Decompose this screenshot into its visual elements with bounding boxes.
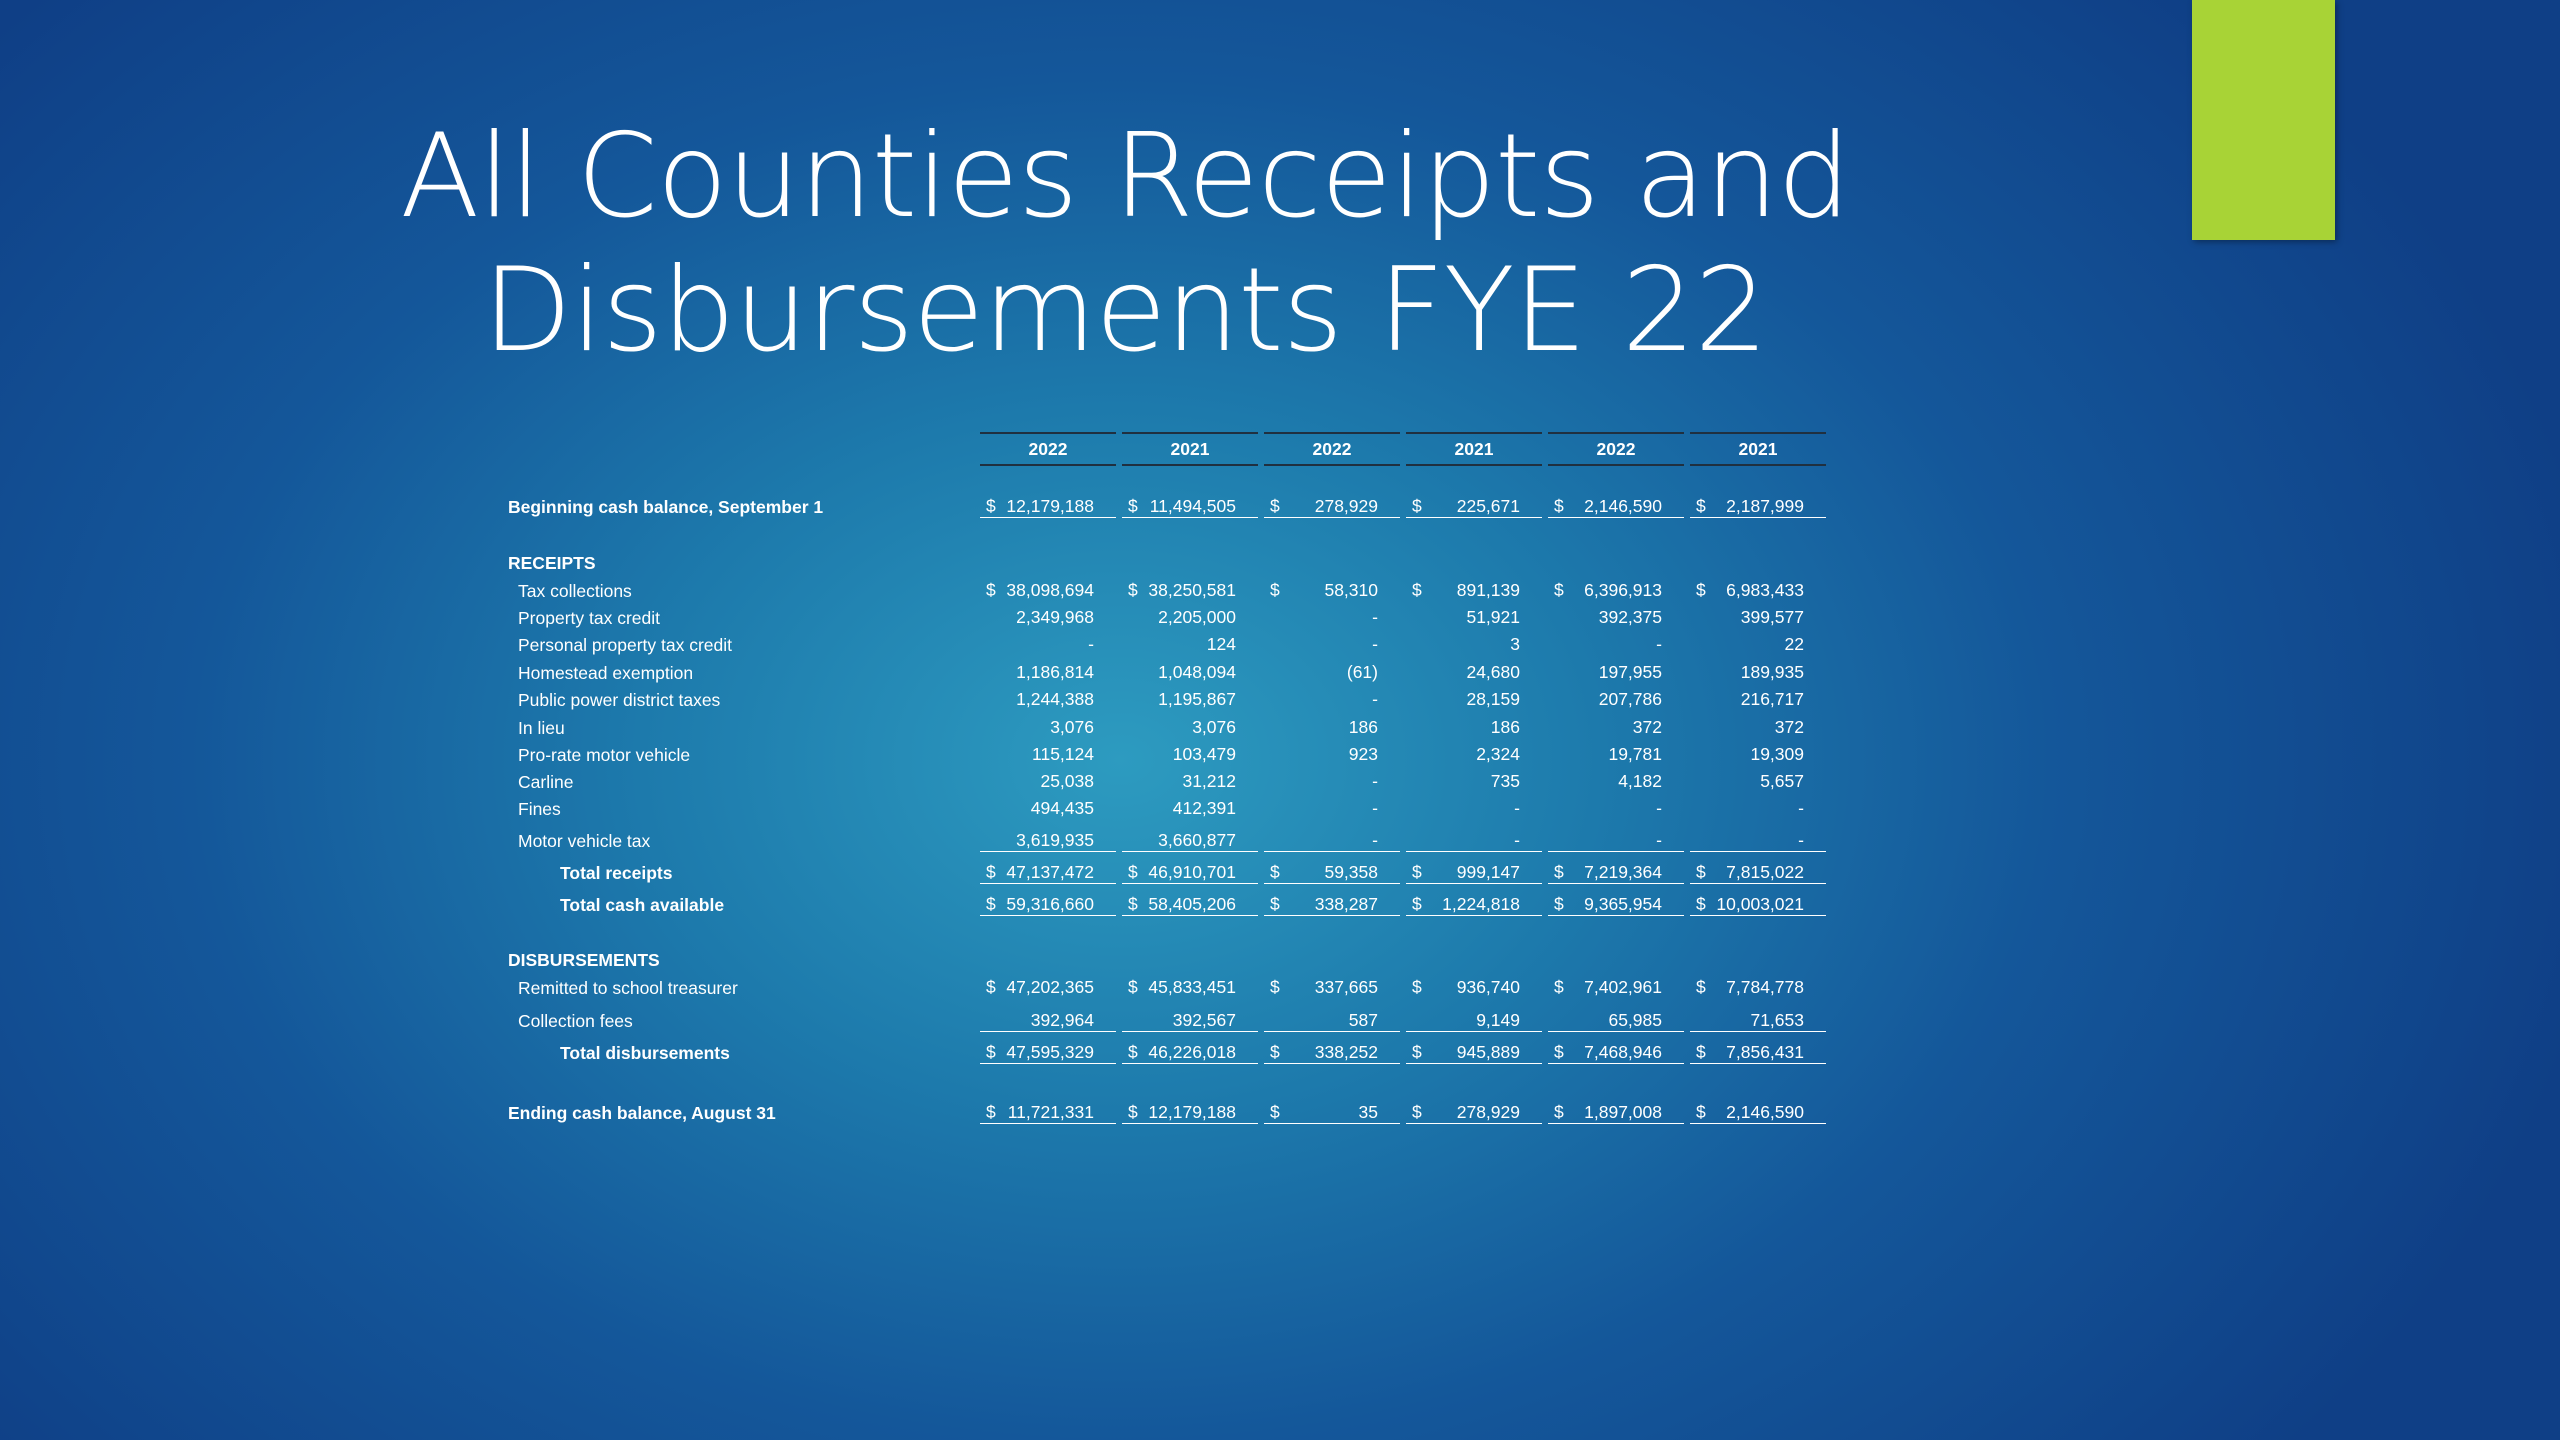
amount: 587: [1348, 1010, 1378, 1030]
value-cell: [1690, 605, 1826, 629]
dollar-sign: $: [1696, 977, 1706, 997]
dollar-sign: $: [1128, 580, 1138, 600]
value-cell: [1264, 687, 1400, 711]
amount: 494,435: [1030, 798, 1094, 818]
value-cell: [1264, 1040, 1400, 1064]
amount: 22: [1784, 634, 1804, 654]
row-label: Collection fees: [518, 1011, 633, 1031]
value-cell: [1122, 632, 1258, 656]
dollar-sign: $: [1412, 496, 1422, 516]
amount: 38,250,581: [1148, 580, 1236, 600]
row-label: Total receipts: [560, 863, 673, 883]
value-cell: [1690, 687, 1826, 711]
amount: 189,935: [1740, 662, 1804, 682]
amount: 278,929: [1314, 496, 1378, 516]
dollar-sign: $: [1270, 862, 1280, 882]
amount: -: [1372, 771, 1378, 791]
amount: 25,038: [1040, 771, 1094, 791]
amount: 392,567: [1172, 1010, 1236, 1030]
value-cell: [1406, 769, 1542, 793]
row-label: Beginning cash balance, September 1: [508, 497, 824, 517]
amount: 923: [1348, 744, 1378, 764]
amount: -: [1372, 607, 1378, 627]
year-header: 2021: [1406, 432, 1542, 466]
receipts-heading: [500, 550, 1840, 576]
amount: 2,187,999: [1726, 496, 1804, 516]
row-label: Fines: [518, 799, 561, 819]
receipt-row: [500, 578, 1840, 604]
receipt-row: [500, 605, 1840, 631]
value-cell: [1122, 769, 1258, 793]
amount: 10,003,021: [1716, 894, 1804, 914]
dollar-sign: $: [1554, 1102, 1564, 1122]
title-line-2: Disbursements FYE 22: [482, 243, 1768, 378]
row-label: Property tax credit: [518, 608, 660, 628]
amount: 46,910,701: [1148, 862, 1236, 882]
amount: 38,098,694: [1006, 580, 1094, 600]
value-cell: [1122, 1040, 1258, 1064]
value-cell: [1122, 660, 1258, 684]
value-cell: [1406, 1040, 1542, 1064]
total-available-row: [500, 892, 1840, 918]
row-label: Pro-rate motor vehicle: [518, 745, 691, 765]
dollar-sign: $: [1270, 1042, 1280, 1062]
amount: 891,139: [1456, 580, 1520, 600]
dollar-sign: $: [1554, 496, 1564, 516]
value-cell: [1406, 632, 1542, 656]
value-cell: [1690, 1040, 1826, 1064]
value-cell: [1264, 860, 1400, 884]
amount: 936,740: [1456, 977, 1520, 997]
total-receipts-row: [500, 860, 1840, 886]
amount: 372: [1632, 717, 1662, 737]
dollar-sign: $: [1128, 894, 1138, 914]
dollar-sign: $: [986, 977, 996, 997]
dollar-sign: $: [1554, 894, 1564, 914]
amount: 103,479: [1172, 744, 1236, 764]
amount: 24,680: [1466, 662, 1520, 682]
value-cell: [1264, 632, 1400, 656]
dollar-sign: $: [1128, 1102, 1138, 1122]
dollar-sign: $: [1128, 496, 1138, 516]
amount: 31,212: [1182, 771, 1236, 791]
amount: 9,149: [1476, 1010, 1520, 1030]
year-header: 2022: [1264, 432, 1400, 466]
value-cell: [1406, 892, 1542, 916]
amount: 6,983,433: [1726, 580, 1804, 600]
amount: -: [1514, 798, 1520, 818]
amount: 6,396,913: [1584, 580, 1662, 600]
amount: 3,660,877: [1158, 830, 1236, 850]
value-cell: [1264, 892, 1400, 916]
amount: 58,310: [1324, 580, 1378, 600]
financial-statement-table: [500, 420, 1840, 1140]
value-cell: [1548, 860, 1684, 884]
amount: 7,468,946: [1584, 1042, 1662, 1062]
dollar-sign: $: [1128, 862, 1138, 882]
value-cell: [1406, 687, 1542, 711]
year-header: 2021: [1690, 432, 1826, 466]
value-cell: [1690, 1008, 1826, 1032]
value-cell: [1548, 1008, 1684, 1032]
dollar-sign: $: [1270, 894, 1280, 914]
amount: 392,964: [1030, 1010, 1094, 1030]
amount: -: [1514, 830, 1520, 850]
row-label: Tax collections: [518, 581, 632, 601]
value-cell: [980, 828, 1116, 852]
total-disbursements-row: [500, 1040, 1840, 1066]
row-label: Ending cash balance, August 31: [508, 1103, 776, 1123]
value-cell: [1406, 715, 1542, 739]
beginning-balance-row: [500, 494, 1840, 520]
row-label: Personal property tax credit: [518, 635, 732, 655]
value-cell: [1690, 742, 1826, 766]
value-cell: [980, 578, 1116, 602]
value-cell: [1548, 1100, 1684, 1124]
amount: 197,955: [1598, 662, 1662, 682]
row-label: RECEIPTS: [508, 553, 596, 573]
value-cell: [980, 1040, 1116, 1064]
amount: 7,784,778: [1726, 977, 1804, 997]
value-cell: [980, 660, 1116, 684]
amount: -: [1088, 634, 1094, 654]
value-cell: [1690, 578, 1826, 602]
dollar-sign: $: [1270, 496, 1280, 516]
dollar-sign: $: [1696, 894, 1706, 914]
amount: 65,985: [1608, 1010, 1662, 1030]
year-header: 2022: [1548, 432, 1684, 466]
amount: 28,159: [1466, 689, 1520, 709]
value-cell: [1406, 796, 1542, 820]
dollar-sign: $: [1412, 862, 1422, 882]
amount: 735: [1490, 771, 1520, 791]
amount: 115,124: [1032, 744, 1094, 764]
amount: -: [1656, 830, 1662, 850]
amount: 5,657: [1760, 771, 1804, 791]
amount: 392,375: [1598, 607, 1662, 627]
value-cell: [980, 632, 1116, 656]
amount: 47,137,472: [1006, 862, 1094, 882]
row-label: In lieu: [518, 718, 565, 738]
amount: 225,671: [1456, 496, 1520, 516]
amount: 186: [1490, 717, 1520, 737]
value-cell: [1690, 1100, 1826, 1124]
value-cell: [1406, 660, 1542, 684]
dollar-sign: $: [986, 1042, 996, 1062]
row-label: DISBURSEMENTS: [508, 950, 660, 970]
value-cell: [1122, 975, 1258, 999]
receipt-row: [500, 632, 1840, 658]
row-label: Carline: [518, 772, 574, 792]
value-cell: [980, 796, 1116, 820]
value-cell: [1122, 828, 1258, 852]
amount: 1,186,814: [1016, 662, 1094, 682]
value-cell: [1122, 578, 1258, 602]
value-cell: [1122, 892, 1258, 916]
amount: (61): [1346, 662, 1378, 682]
amount: 338,287: [1314, 894, 1378, 914]
value-cell: [1122, 796, 1258, 820]
amount: 2,349,968: [1016, 607, 1094, 627]
amount: -: [1798, 798, 1804, 818]
amount: 51,921: [1466, 607, 1520, 627]
amount: 124: [1206, 634, 1236, 654]
amount: 399,577: [1740, 607, 1804, 627]
dollar-sign: $: [986, 862, 996, 882]
value-cell: [1264, 605, 1400, 629]
amount: 3: [1510, 634, 1520, 654]
value-cell: [1264, 828, 1400, 852]
amount: 945,889: [1456, 1042, 1520, 1062]
value-cell: [980, 975, 1116, 999]
dollar-sign: $: [1270, 977, 1280, 997]
year-header-row: [500, 432, 1840, 460]
value-cell: [1122, 860, 1258, 884]
value-cell: [1122, 687, 1258, 711]
amount: 2,205,000: [1158, 607, 1236, 627]
value-cell: [1690, 660, 1826, 684]
amount: 12,179,188: [1006, 496, 1094, 516]
row-label: Total cash available: [560, 895, 725, 915]
receipt-row: [500, 796, 1840, 822]
dollar-sign: $: [1270, 580, 1280, 600]
receipt-row: [500, 828, 1840, 854]
value-cell: [1264, 769, 1400, 793]
amount: 47,202,365: [1006, 977, 1094, 997]
disbursement-row: [500, 975, 1840, 1001]
value-cell: [1548, 715, 1684, 739]
dollar-sign: $: [986, 496, 996, 516]
amount: 11,721,331: [1007, 1102, 1094, 1122]
value-cell: [980, 1008, 1116, 1032]
value-cell: [1548, 769, 1684, 793]
dollar-sign: $: [1696, 1102, 1706, 1122]
value-cell: [1122, 1008, 1258, 1032]
amount: -: [1656, 634, 1662, 654]
dollar-sign: $: [1696, 580, 1706, 600]
amount: 372: [1774, 717, 1804, 737]
amount: 7,402,961: [1584, 977, 1662, 997]
amount: 338,252: [1314, 1042, 1378, 1062]
amount: 2,146,590: [1584, 496, 1662, 516]
dollar-sign: $: [1554, 862, 1564, 882]
value-cell: [1548, 632, 1684, 656]
amount: 1,224,818: [1442, 894, 1520, 914]
amount: -: [1372, 689, 1378, 709]
receipt-row: [500, 742, 1840, 768]
amount: 19,781: [1608, 744, 1662, 764]
amount: -: [1372, 798, 1378, 818]
row-label: Homestead exemption: [518, 663, 694, 683]
value-cell: [1690, 828, 1826, 852]
amount: 19,309: [1750, 744, 1804, 764]
amount: 337,665: [1314, 977, 1378, 997]
amount: 7,815,022: [1726, 862, 1804, 882]
amount: 45,833,451: [1148, 977, 1236, 997]
value-cell: [1406, 1008, 1542, 1032]
value-cell: [1690, 715, 1826, 739]
value-cell: [1690, 632, 1826, 656]
amount: 216,717: [1740, 689, 1804, 709]
amount: 11,494,505: [1149, 496, 1236, 516]
value-cell: [1122, 1100, 1258, 1124]
value-cell: [1690, 796, 1826, 820]
amount: -: [1798, 830, 1804, 850]
amount: 47,595,329: [1006, 1042, 1094, 1062]
dollar-sign: $: [986, 580, 996, 600]
value-cell: [1548, 892, 1684, 916]
value-cell: [1122, 715, 1258, 739]
amount: 46,226,018: [1148, 1042, 1236, 1062]
value-cell: [980, 715, 1116, 739]
dollar-sign: $: [1554, 1042, 1564, 1062]
amount: 2,324: [1476, 744, 1520, 764]
dollar-sign: $: [1696, 862, 1706, 882]
amount: 2,146,590: [1726, 1102, 1804, 1122]
value-cell: [1406, 494, 1542, 518]
dollar-sign: $: [1128, 1042, 1138, 1062]
title-line-1: All Counties Receipts and: [400, 109, 1850, 244]
value-cell: [1264, 796, 1400, 820]
dollar-sign: $: [1128, 977, 1138, 997]
value-cell: [980, 687, 1116, 711]
amount: 207,786: [1598, 689, 1662, 709]
amount: -: [1372, 830, 1378, 850]
dollar-sign: $: [1412, 977, 1422, 997]
amount: 3,076: [1192, 717, 1236, 737]
year-header: 2021: [1122, 432, 1258, 466]
amount: 1,897,008: [1584, 1102, 1662, 1122]
dollar-sign: $: [1270, 1102, 1280, 1122]
dollar-sign: $: [1412, 894, 1422, 914]
value-cell: [1122, 494, 1258, 518]
value-cell: [980, 605, 1116, 629]
value-cell: [1406, 742, 1542, 766]
value-cell: [980, 742, 1116, 766]
amount: 35: [1358, 1102, 1378, 1122]
dollar-sign: $: [986, 894, 996, 914]
amount: 7,856,431: [1726, 1042, 1804, 1062]
value-cell: [1548, 687, 1684, 711]
value-cell: [980, 860, 1116, 884]
value-cell: [1406, 1100, 1542, 1124]
amount: -: [1372, 634, 1378, 654]
amount: 3,076: [1050, 717, 1094, 737]
value-cell: [1548, 660, 1684, 684]
amount: -: [1656, 798, 1662, 818]
amount: 278,929: [1456, 1102, 1520, 1122]
receipt-row: [500, 769, 1840, 795]
value-cell: [1548, 742, 1684, 766]
value-cell: [1548, 578, 1684, 602]
dollar-sign: $: [1412, 1042, 1422, 1062]
amount: 71,653: [1750, 1010, 1804, 1030]
accent-bar: [2192, 0, 2335, 240]
dollar-sign: $: [1554, 580, 1564, 600]
value-cell: [1406, 860, 1542, 884]
amount: 1,195,867: [1158, 689, 1236, 709]
dollar-sign: $: [986, 1102, 996, 1122]
value-cell: [1690, 975, 1826, 999]
value-cell: [1264, 1008, 1400, 1032]
amount: 9,365,954: [1584, 894, 1662, 914]
year-header: 2022: [980, 432, 1116, 466]
value-cell: [1690, 860, 1826, 884]
value-cell: [1264, 975, 1400, 999]
value-cell: [1122, 742, 1258, 766]
receipt-row: [500, 660, 1840, 686]
value-cell: [1264, 742, 1400, 766]
slide-title: [340, 110, 1910, 378]
value-cell: [1548, 975, 1684, 999]
amount: 12,179,188: [1148, 1102, 1236, 1122]
amount: 59,316,660: [1006, 894, 1094, 914]
value-cell: [1406, 975, 1542, 999]
row-label: Total disbursements: [560, 1043, 730, 1063]
value-cell: [1264, 494, 1400, 518]
value-cell: [1122, 605, 1258, 629]
value-cell: [1690, 769, 1826, 793]
receipt-row: [500, 715, 1840, 741]
row-label: Public power district taxes: [518, 690, 721, 710]
row-label: Remitted to school treasurer: [518, 978, 738, 998]
value-cell: [1548, 494, 1684, 518]
amount: 4,182: [1618, 771, 1662, 791]
value-cell: [1264, 578, 1400, 602]
value-cell: [980, 494, 1116, 518]
amount: 1,048,094: [1158, 662, 1236, 682]
value-cell: [1690, 494, 1826, 518]
amount: 412,391: [1172, 798, 1236, 818]
value-cell: [1406, 828, 1542, 852]
value-cell: [980, 1100, 1116, 1124]
value-cell: [1264, 660, 1400, 684]
value-cell: [1264, 1100, 1400, 1124]
value-cell: [1548, 1040, 1684, 1064]
disbursements-heading: [500, 947, 1840, 973]
dollar-sign: $: [1412, 1102, 1422, 1122]
value-cell: [1264, 715, 1400, 739]
value-cell: [1406, 578, 1542, 602]
dollar-sign: $: [1554, 977, 1564, 997]
row-label: Motor vehicle tax: [518, 831, 651, 851]
amount: 3,619,935: [1016, 830, 1094, 850]
amount: 58,405,206: [1148, 894, 1236, 914]
amount: 1,244,388: [1016, 689, 1094, 709]
dollar-sign: $: [1696, 1042, 1706, 1062]
value-cell: [1690, 892, 1826, 916]
dollar-sign: $: [1412, 580, 1422, 600]
ending-balance-row: [500, 1100, 1840, 1126]
value-cell: [1406, 605, 1542, 629]
value-cell: [980, 892, 1116, 916]
amount: 999,147: [1456, 862, 1520, 882]
receipt-row: [500, 687, 1840, 713]
value-cell: [980, 769, 1116, 793]
amount: 7,219,364: [1584, 862, 1662, 882]
value-cell: [1548, 796, 1684, 820]
amount: 186: [1348, 717, 1378, 737]
value-cell: [1548, 605, 1684, 629]
dollar-sign: $: [1696, 496, 1706, 516]
disbursement-row: [500, 1008, 1840, 1034]
amount: 59,358: [1324, 862, 1378, 882]
value-cell: [1548, 828, 1684, 852]
